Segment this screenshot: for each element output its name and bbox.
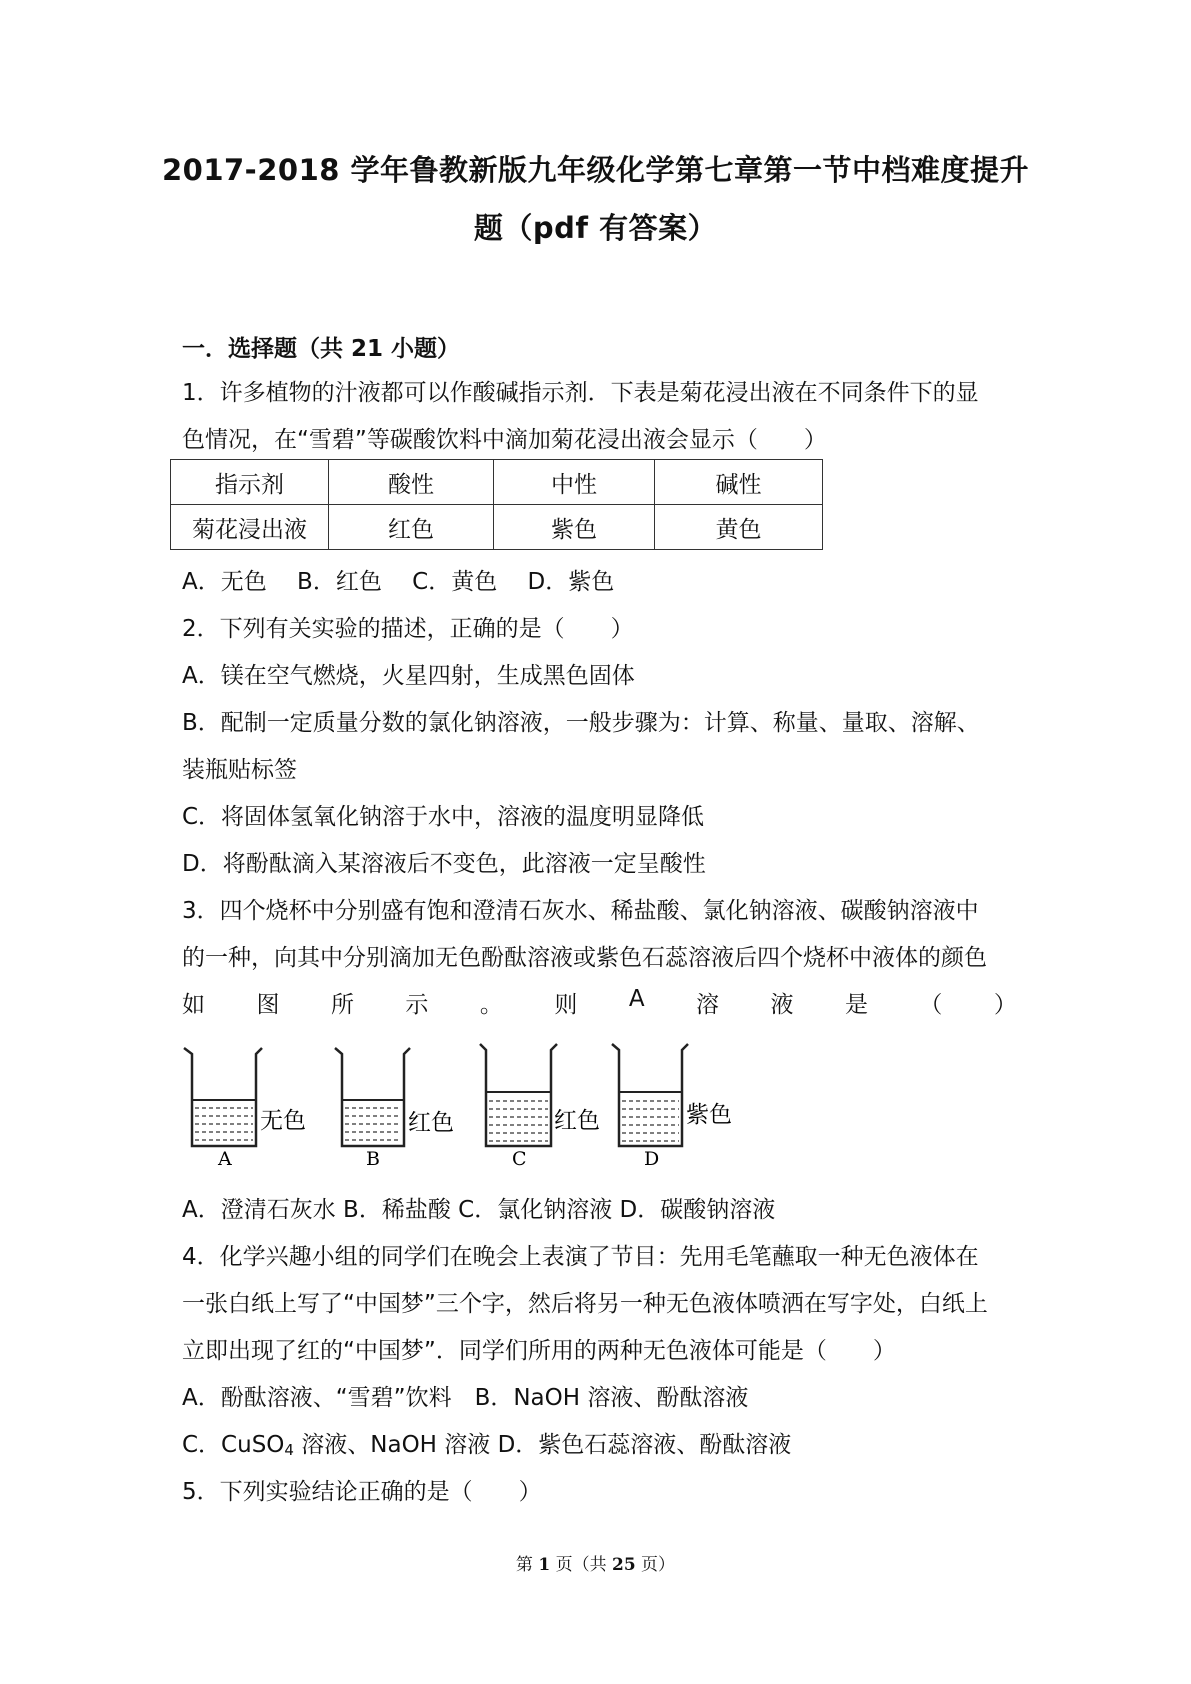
beaker-a xyxy=(184,1048,306,1170)
q3-word: 液 xyxy=(770,992,794,1018)
table-row xyxy=(171,505,823,550)
beaker-d-label: D xyxy=(644,1148,660,1170)
table-cell: 黄色 xyxy=(655,505,823,550)
q1-stem-line2: 色情况，在“雪碧”等碳酸饮料中滴加菊花浸出液会显示（ ） xyxy=(182,427,827,453)
page-footer xyxy=(0,1550,1191,1575)
beaker-b-color: 红色 xyxy=(408,1110,454,1136)
beaker-b-label: B xyxy=(366,1148,380,1170)
q3-word: ） xyxy=(993,992,1017,1018)
q2-stem: 2．下列有关实验的描述，正确的是（ ） xyxy=(182,616,634,642)
q4-stem-line2: 一张白纸上写了“中国梦”三个字，然后将另一种无色液体喷洒在写字处，白纸上 xyxy=(182,1291,988,1317)
footer-total-pages: 25 xyxy=(611,1555,636,1575)
q4-stem-line3: 立即出现了红的“中国梦”．同学们所用的两种无色液体可能是（ ） xyxy=(182,1338,896,1364)
q2-option-c: C．将固体氢氧化钠溶于水中，溶液的温度明显降低 xyxy=(182,804,705,830)
indicator-table xyxy=(170,459,823,550)
q4-option-ab: A．酚酞溶液、“雪碧”饮料 B．NaOH 溶液、酚酞溶液 xyxy=(182,1385,749,1411)
footer-middle: 页（共 xyxy=(550,1555,612,1575)
beakers-figure xyxy=(180,1040,800,1170)
table-cell: 红色 xyxy=(329,505,494,550)
footer-suffix: 页） xyxy=(635,1555,676,1575)
q3-stem-line2: 的一种，向其中分别滴加无色酚酞溶液或紫色石蕊溶液后四个烧杯中液体的颜色 xyxy=(182,945,987,971)
q3-word: 所 xyxy=(330,992,354,1018)
q3-word: A xyxy=(628,986,645,1012)
q3-stem-line1: 3．四个烧杯中分别盛有饱和澄清石灰水、稀盐酸、氯化钠溶液、碳酸钠溶液中 xyxy=(182,898,979,924)
q2-option-d: D．将酚酞滴入某溶液后不变色，此溶液一定呈酸性 xyxy=(182,851,706,877)
table-header-cell: 中性 xyxy=(494,460,655,505)
q3-stem-line3 xyxy=(182,986,1017,1019)
q3-word: 则 xyxy=(554,992,578,1018)
beaker-c-color: 红色 xyxy=(554,1108,600,1134)
q3-word: 如 xyxy=(182,992,205,1018)
q4-option-c-subscript: 4 xyxy=(284,1441,294,1459)
footer-page-number: 1 xyxy=(538,1555,551,1575)
table-header-cell: 指示剂 xyxy=(171,460,329,505)
table-header-cell: 酸性 xyxy=(329,460,494,505)
beaker-d-color: 紫色 xyxy=(686,1102,732,1128)
q5-stem: 5．下列实验结论正确的是（ ） xyxy=(182,1479,542,1505)
q3-word: 示 xyxy=(405,992,429,1018)
q4-option-c-prefix: C．CuSO xyxy=(182,1432,285,1458)
q3-word: 。 xyxy=(479,992,503,1018)
q2-option-b-line1: B．配制一定质量分数的氯化钠溶液，一般步骤为：计算、称量、量取、溶解、 xyxy=(182,710,980,736)
beaker-c-label: C xyxy=(512,1148,527,1170)
beaker-c xyxy=(480,1044,600,1170)
q4-option-c-rest: 溶液、NaOH 溶液 D．紫色石蕊溶液、酚酞溶液 xyxy=(293,1432,792,1458)
table-header-row xyxy=(171,460,823,505)
q4-stem-line1: 4．化学兴趣小组的同学们在晚会上表演了节目：先用毛笔蘸取一种无色液体在 xyxy=(182,1244,979,1270)
q2-option-b-line2: 装瓶贴标签 xyxy=(182,757,297,783)
table-header-cell: 碱性 xyxy=(655,460,823,505)
doc-title-line2: 题（pdf 有答案） xyxy=(473,211,718,245)
q3-options: A．澄清石灰水 B．稀盐酸 C．氯化钠溶液 D．碳酸钠溶液 xyxy=(182,1197,776,1223)
q3-word: 是 xyxy=(844,992,868,1018)
q2-option-a: A．镁在空气燃烧，火星四射，生成黑色固体 xyxy=(182,663,635,689)
doc-title-line1: 2017-2018 学年鲁教新版九年级化学第七章第一节中档难度提升 xyxy=(161,153,1030,187)
q3-word: 溶 xyxy=(696,992,720,1018)
beaker-b xyxy=(335,1048,454,1170)
section-heading: 一．选择题（共 21 小题） xyxy=(182,336,461,362)
beaker-a-color: 无色 xyxy=(260,1108,306,1134)
q3-word: （ xyxy=(919,992,943,1018)
table-cell: 紫色 xyxy=(494,505,655,550)
q1-options: A．无色 B．红色 C．黄色 D．紫色 xyxy=(182,569,615,595)
q4-option-cd xyxy=(182,1426,791,1459)
beaker-a-label: A xyxy=(218,1148,232,1170)
table-cell: 菊花浸出液 xyxy=(171,505,329,550)
q1-stem-line1: 1．许多植物的汁液都可以作酸碱指示剂．下表是菊花浸出液在不同条件下的显 xyxy=(182,380,979,406)
q3-word: 图 xyxy=(256,992,280,1018)
beaker-d xyxy=(612,1044,732,1170)
footer-prefix: 第 xyxy=(515,1555,539,1575)
